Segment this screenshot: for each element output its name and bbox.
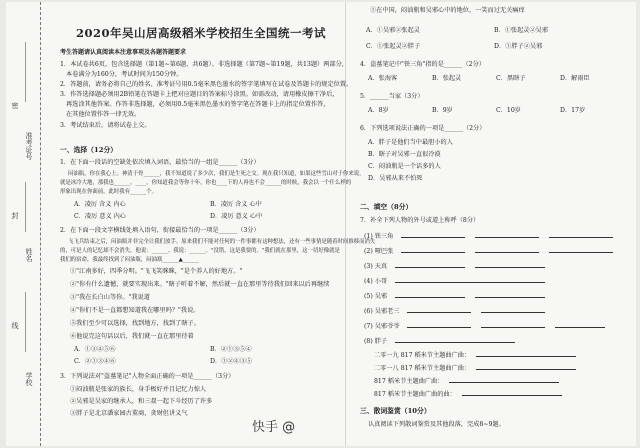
extra-row xyxy=(374,364,576,372)
q2-item: ③"我在长白山等你。"我说道 xyxy=(70,294,150,301)
q2-option: A．①③④⑤⑥ xyxy=(74,346,116,353)
carry-option: A．①吴邪②张起灵 xyxy=(366,27,420,34)
fill-blank[interactable] xyxy=(475,247,539,253)
fill-blank[interactable] xyxy=(395,262,465,268)
fill-blank[interactable] xyxy=(407,307,471,313)
carry-option: C．①张起灵②胖子 xyxy=(366,43,421,50)
notice-heading: 考生答题请认真阅读本注意事项及各题答题要求 xyxy=(60,49,187,56)
q1-option: B．凌厉 含义 心中 xyxy=(210,201,262,208)
extra-row-label: 817 稻米节主题曲广曲的曲： xyxy=(374,391,456,398)
section-3-heading: 三、散词鉴赏（10分） xyxy=(360,407,431,415)
binding-line-1 xyxy=(25,42,26,102)
rule-line: 再选涂其他答案。作答非选择题，必须用0.5毫米黑色墨水的签字笔在答题卡上的指定位置作答， xyxy=(66,101,330,108)
question-4: 4．盗墓笔记中"铁三角"指的是______（2分） xyxy=(360,61,485,68)
q6-option: A．胖子是他们当中最胆小的人 xyxy=(368,139,453,146)
exam-sheet xyxy=(6,2,636,446)
q4-option: B．张起灵 xyxy=(432,75,462,82)
q2-passage-line: 的，可是人的记忆却不会消失。他说：______。我说：______。"没错，这是我要的。"我们就在那里，这一切好像就是 xyxy=(60,248,340,254)
q2-item: ①"江南多好，四季分明。"飞飞笑眯眯，"是个养人的好地方。" xyxy=(70,268,243,275)
q2-option: B．②①③⑤④ xyxy=(210,346,252,353)
q2-item: ④"你们不是一直都想知道我在哪里吗？"我说。 xyxy=(70,307,200,314)
carry-over-line: ①在中国，闷油瓶和吴邪心中的地位，一笑而过无关痛痒 xyxy=(370,7,525,14)
binding-margin xyxy=(6,2,41,446)
binding-label-2: 姓名 xyxy=(25,248,33,262)
fill-row xyxy=(364,262,545,270)
q1-option: D．凌厉 意义 心中 xyxy=(210,213,263,220)
fill-row xyxy=(364,292,545,300)
extra-row xyxy=(374,351,576,359)
fill-row xyxy=(364,247,613,255)
q2-option: D．①②④③⑤ xyxy=(210,358,253,365)
fill-row-label: (7) 吴邪爷爷 xyxy=(364,323,400,330)
rule-line: 3．作答选择题必须用2B铅笔在答题卡上把对应题目的答案标号涂黑。如需改动，请用橡皮擦干净后， xyxy=(60,91,339,98)
fill-blank[interactable] xyxy=(475,292,545,298)
watermark: 快手 @ xyxy=(252,420,296,435)
binding-label-3: 学校 xyxy=(25,372,33,386)
q1-option: A．凌厉 含义 内心 xyxy=(74,201,126,208)
rule-line: 3．考试结束后，请将试卷上交。 xyxy=(60,122,151,129)
q4-option: A．张海客 xyxy=(368,75,398,82)
fill-row xyxy=(364,232,613,240)
fill-blank[interactable] xyxy=(549,247,613,253)
q4-option: C．黑瞎子 xyxy=(496,75,526,82)
fill-blank[interactable] xyxy=(481,307,545,313)
extra-row-label: 817 稻米节主题曲广曲： xyxy=(374,378,444,385)
q5-option: B．9岁 xyxy=(432,107,453,114)
fill-row-label: (2) 哑巴张 xyxy=(364,248,394,255)
fill-blank[interactable] xyxy=(476,364,576,370)
fill-row-label: (3) 天真 xyxy=(364,263,388,270)
q1-passage-line: 形象出现在你面前，此时我有______个。 xyxy=(60,189,158,195)
fill-row-label: (1) 铁三角 xyxy=(364,233,394,240)
fill-row-label: (8) 胖子 xyxy=(364,338,388,345)
carry-option: B．①张起灵②吴邪 xyxy=(494,27,549,34)
fill-row xyxy=(364,322,605,330)
extra-row xyxy=(374,377,559,385)
q6-option: B．瞎子对吴邪一直很冷漠 xyxy=(368,151,441,158)
rule-line: 1．本试卷共6页，包含选择题（第1题~第6题，共6题）、非选择题（第7题~第19题，共13题）两部分， xyxy=(60,61,348,68)
q3-option: ①闷油瓶是张家的族长，身手极好并且记忆力惊人 xyxy=(70,386,207,393)
q4-option: D．解雨臣 xyxy=(560,75,590,82)
q2-passage-line: 我们的宿命，我最终找到了闷油瓶，闷油瓶______▲______ xyxy=(60,257,199,263)
extra-row-label: 二零一八 817 稻米节主题曲广曲： xyxy=(374,365,471,372)
section-2-heading: 二、填空（8分） xyxy=(360,203,413,211)
q5-option: C．10岁 xyxy=(496,107,521,114)
seal-mark-1: 密 xyxy=(11,102,19,109)
binding-label-1: 准考证号 xyxy=(25,132,33,160)
fill-blank[interactable] xyxy=(449,377,559,383)
fill-blank[interactable] xyxy=(462,390,562,396)
extra-row-label: 二零一九 817 稻米节主题曲广曲： xyxy=(374,352,471,359)
fill-blank[interactable] xyxy=(475,232,539,238)
q2-item: ②"你有什么遗憾，就要实现出来。"瞎子听着不解，然后就一直在那里等待我们回来以后再继续 xyxy=(70,281,330,288)
fill-blank[interactable] xyxy=(407,322,471,328)
fill-row-label: (6) 吴邪老三 xyxy=(364,308,400,315)
fill-row xyxy=(364,307,545,315)
q1-option: C．凌厉 意义 内心 xyxy=(74,213,126,220)
rule-line: 本卷满分为160分，考试时间为150分钟。 xyxy=(66,71,183,78)
q2-passage-line: 飞飞兵结束之后，闷油瓶并非完全让我们放手。原来我们不能对任何的一件事都有这种想法，还有一些事情是随着时间推移而消失 xyxy=(68,239,376,245)
extra-row xyxy=(374,390,562,398)
rule-line: 2．答题前，请务必将自己的姓名、准考证号用0.5毫米黑色墨水的签字笔填写在试卷及答题卡的规定位置。 xyxy=(60,81,353,88)
fill-intro: 7．补全下列人物的外号或道上称呼（8分） xyxy=(360,217,480,224)
fill-blank[interactable] xyxy=(481,322,545,328)
fill-blank[interactable] xyxy=(395,292,465,298)
fill-blank[interactable] xyxy=(475,262,545,268)
rule-line: 在其他位置作答一律无效。 xyxy=(66,111,141,118)
q2-item: ⑤我们至少可以选择，找到地方，找到了瞎子。 xyxy=(70,320,200,327)
q6-option: D．吴邪从来不怕死 xyxy=(368,175,423,182)
q1-passage-line: 闷油瓶，你在我心上。神清于骨______，我不知道说了多少次，我们是生死之交。现在我只知道，如果这些雪山对于你来说， xyxy=(68,171,365,177)
q3-option: ③胖子是北京潘家园古董商，贪财但讲义气 xyxy=(70,410,188,417)
q5-option: A．8岁 xyxy=(368,107,389,114)
question-5: 5．______当家（3分） xyxy=(360,93,424,100)
seal-mark-2: 封 xyxy=(11,212,19,219)
q5-option: D．17岁 xyxy=(560,107,586,114)
fill-blank[interactable] xyxy=(476,351,576,357)
q2-item: ⑥他说完这句话以后，我们就一直在那里待着 xyxy=(70,333,194,340)
fill-blank[interactable] xyxy=(401,247,465,253)
reading-intro: 认真阅读下列散词鉴赏及其他段落，完成8~9题。 xyxy=(368,421,505,428)
q6-option: C．闷油瓶是一个话多的人 xyxy=(368,163,441,170)
fill-row-label: (5) 吴邪 xyxy=(364,293,388,300)
fill-blank[interactable] xyxy=(401,232,465,238)
fill-blank[interactable] xyxy=(395,277,545,283)
q3-option: ②吴邪是吴家的继承人，和三叔一起下斗经历了许多 xyxy=(70,398,213,405)
question-6: 6．下列选项说法正确的一项是______（2分） xyxy=(360,125,486,132)
section-1-heading: 一、选择（12分） xyxy=(60,146,118,154)
exam-title: 2020年吴山居高级稻米学校招生全国统一考试 xyxy=(75,26,326,40)
question-1: 1．在下面一段话的空缺处依次填入词语，最恰当的一组是______（3分） xyxy=(60,159,260,166)
fill-row-label: (4) 小哥 xyxy=(364,278,388,285)
question-2: 2．在下面一段文字横线处填入语句，衔接最恰当的一项是______（3分） xyxy=(60,227,260,234)
seal-mark-3: 线 xyxy=(11,322,19,329)
fill-blank[interactable] xyxy=(555,322,605,328)
fill-row xyxy=(364,277,545,285)
q2-option: C．②①③④⑥ xyxy=(74,358,116,365)
page-fold xyxy=(345,2,346,446)
fill-blank[interactable] xyxy=(549,232,613,238)
carry-option: D．①胖子②吴邪 xyxy=(494,43,543,50)
binding-line-3 xyxy=(25,292,26,352)
question-3: 3．下列说法对"盗墓笔记"人物全面正确的一项是______（3分） xyxy=(60,373,235,380)
binding-line-2 xyxy=(25,182,26,232)
q1-passage-line: 就是冰冷大地，那我也______。____，你知道我会等你十年，你也____下的人再也不会______的时候，我会以一个什么样的 xyxy=(60,180,352,186)
fill-row xyxy=(364,337,515,345)
fill-blank[interactable] xyxy=(395,337,515,343)
